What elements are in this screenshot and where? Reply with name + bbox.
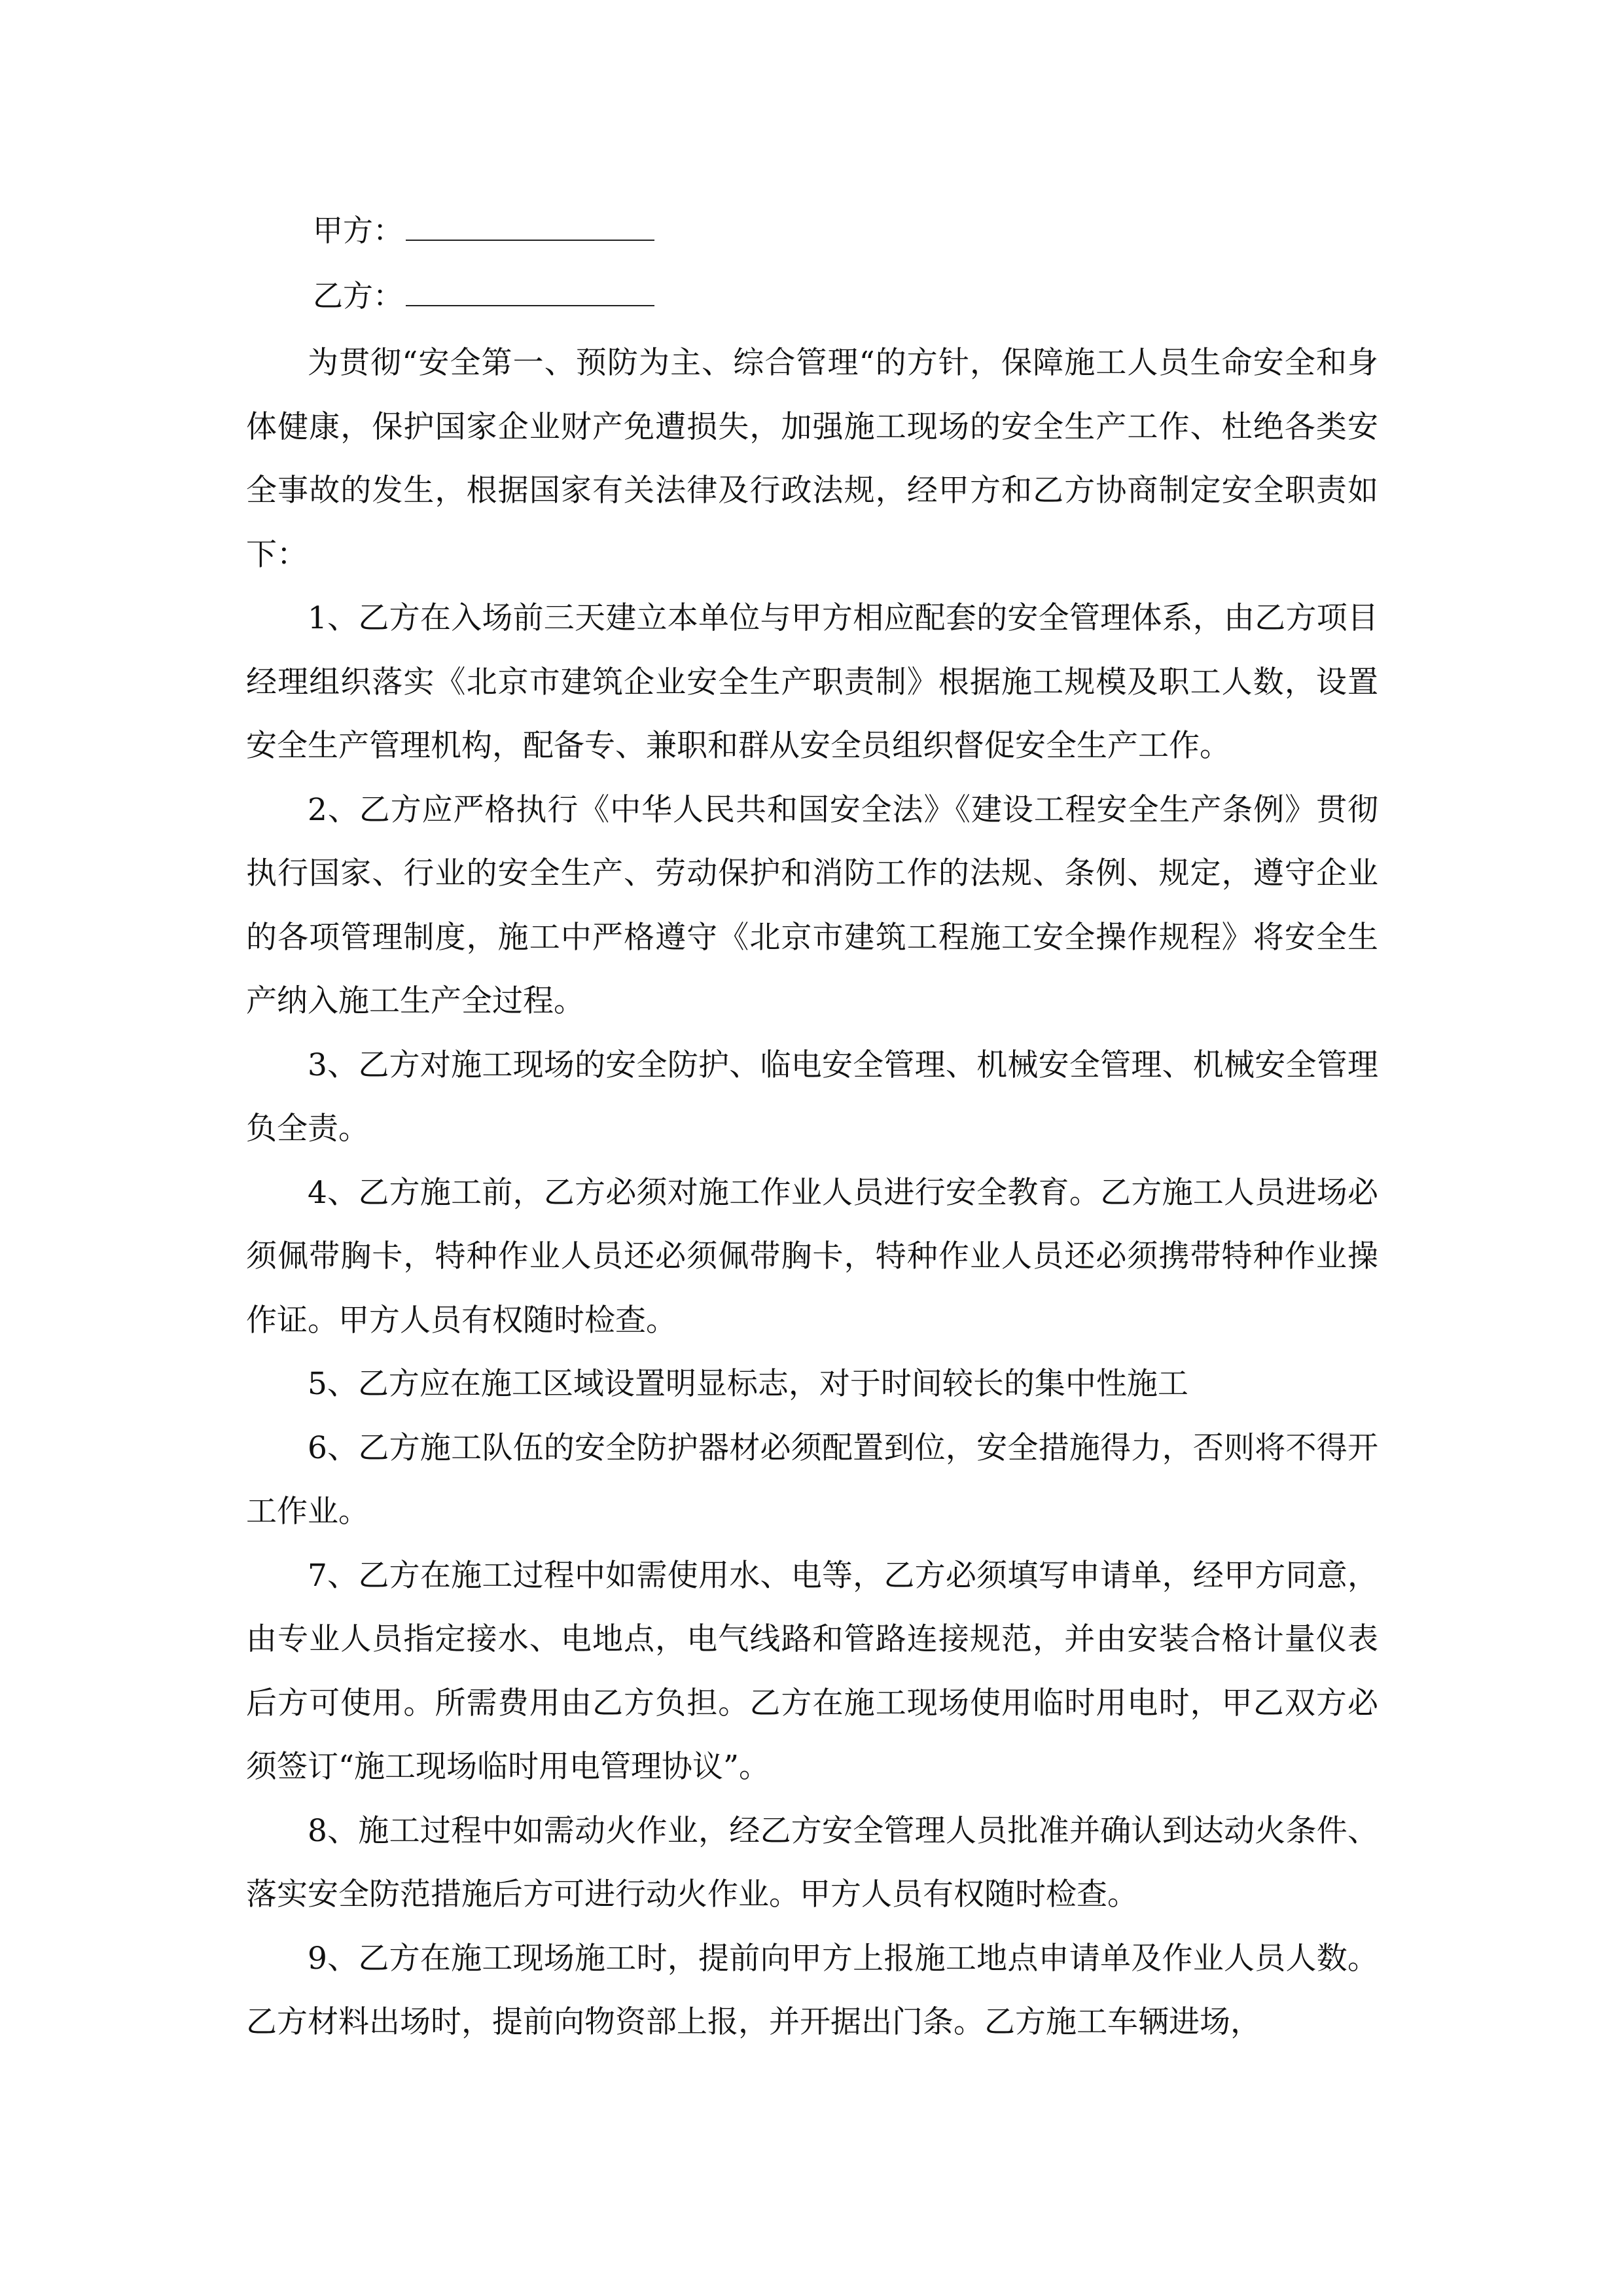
party-a-label: 甲方： (313, 213, 403, 248)
clause-4: 4、乙方施工前，乙方必须对施工作业人员进行安全教育。乙方施工人员进场必须佩带胸卡，特种作业人员还必须佩带胸卡，特种作业人员还必须携带特种作业操作证。甲方人员有权随时检查。 (246, 1174, 1378, 1338)
intro-paragraph: 为贯彻“安全第一、预防为主、综合管理“的方针，保障施工人员生命安全和身体健康，保护国家企业财产免遭损失，加强施工现场的安全生产工作、杜绝各类安全事故的发生，根据国家有关法律及行政法规，经甲方和乙方协商制定安全职责如下： (246, 345, 1378, 573)
agreement-body (246, 331, 1378, 2054)
party-a-blank (406, 211, 654, 241)
clause-3: 3、乙方对施工现场的安全防护、临电安全管理、机械安全管理、机械安全管理负全责。 (246, 1047, 1378, 1147)
party-a-line (313, 211, 654, 250)
clause-5: 5、乙方应在施工区域设置明显标志，对于时间较长的集中性施工 (308, 1366, 1188, 1402)
clause-6: 6、乙方施工队伍的安全防护器材必须配置到位，安全措施得力，否则将不得开工作业。 (246, 1429, 1378, 1530)
party-b-blank (406, 276, 654, 306)
clause-9: 9、乙方在施工现场施工时，提前向甲方上报施工地点申请单及作业人员人数。乙方材料出场时，提前向物资部上报，并开据出门条。乙方施工车辆进场， (246, 1940, 1378, 2040)
party-b-line (313, 276, 654, 315)
clause-8: 8、施工过程中如需动火作业，经乙方安全管理人员批准并确认到达动火条件、落实安全防范措施后方可进行动火作业。甲方人员有权随时检查。 (246, 1812, 1378, 1912)
clause-7: 7、乙方在施工过程中如需使用水、电等，乙方必须填写申请单，经甲方同意，由专业人员指定接水、电地点，电气线路和管路连接规范，并由安装合格计量仪表后方可使用。所需费用由乙方负担。乙方在施工现场使用临时用电时，甲乙双方必须签订“施工现场临时用电管理协议”。 (246, 1557, 1378, 1785)
clause-2: 2、乙方应严格执行《中华人民共和国安全法》《建设工程安全生产条例》贯彻执行国家、行业的安全生产、劳动保护和消防工作的法规、条例、规定，遵守企业的各项管理制度，施工中严格遵守《北京市建筑工程施工安全操作规程》将安全生产纳入施工生产全过程。 (246, 791, 1378, 1019)
clause-1: 1、乙方在入场前三天建立本单位与甲方相应配套的安全管理体系，由乙方项目经理组织落实《北京市建筑企业安全生产职责制》根据施工规模及职工人数，设置安全生产管理机构，配备专、兼职和群从安全员组织督促安全生产工作。 (246, 600, 1378, 764)
party-b-label: 乙方： (313, 278, 403, 314)
